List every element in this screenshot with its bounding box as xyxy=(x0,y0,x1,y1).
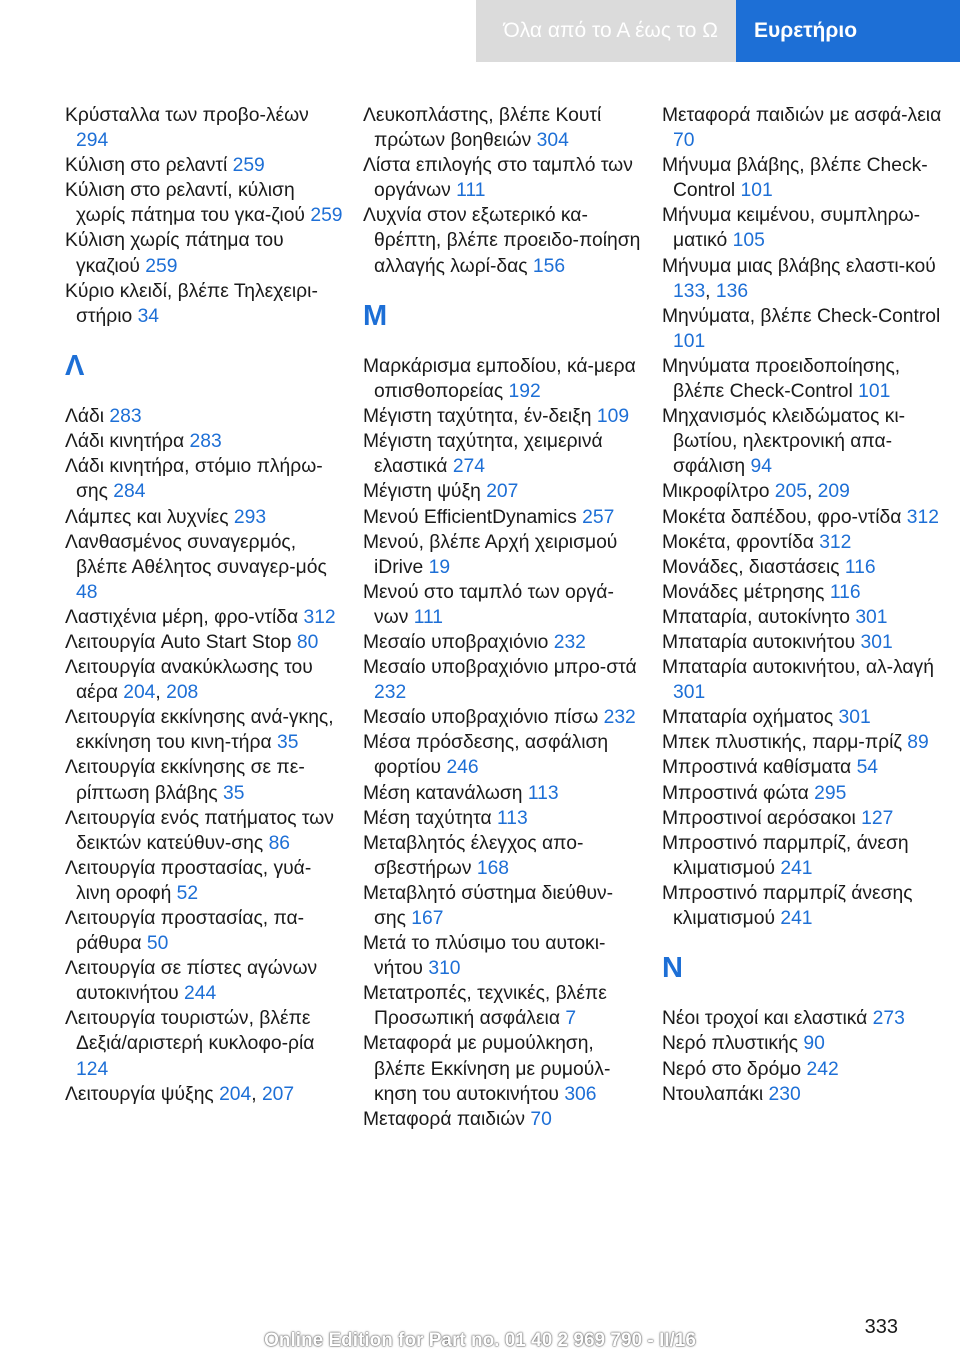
index-entry xyxy=(662,1031,952,1056)
index-entry xyxy=(662,505,952,530)
page-header xyxy=(0,0,960,62)
page-reference-link[interactable]: 301 xyxy=(673,682,706,704)
index-entry-text: Μετατροπές, τεχνικές, βλέπε Προσωπική ασφάλεια xyxy=(363,983,607,1030)
index-entry xyxy=(662,404,952,479)
index-entry-text: Μονάδες μέτρησης xyxy=(662,581,830,603)
index-entry xyxy=(363,831,643,881)
index-entry-text: Νέοι τροχοί και ελαστικά xyxy=(662,1008,873,1030)
index-entry xyxy=(662,705,952,730)
index-entry xyxy=(363,479,643,504)
index-column-2 xyxy=(363,103,643,1132)
index-entry-text: Λυχνία στον εξωτερικό κα‐θρέπτη, βλέπε προειδο‐ποίηση αλλαγής λωρί‐δας xyxy=(363,205,641,277)
page-reference-link[interactable]: 207 xyxy=(486,481,519,503)
letter-spacer xyxy=(363,329,643,354)
index-column-3 xyxy=(662,103,952,1107)
breadcrumb: Όλα από το Α έως το Ω xyxy=(476,0,736,62)
index-entry-text: Μπεκ πλυστικής, παρμ‐πρίζ xyxy=(662,732,908,754)
index-entry xyxy=(662,655,952,705)
index-entry xyxy=(662,1006,952,1031)
index-entry-text: Μοκέτα δαπέδου, φρο‐ντίδα xyxy=(662,506,907,528)
index-entry-text: Λάδι κινητήρα xyxy=(65,431,190,453)
index-entry-text: Μεσαίο υποβραχιόνιο πίσω xyxy=(363,707,604,729)
page-reference-link[interactable]: 48 xyxy=(76,581,98,603)
index-entry xyxy=(65,605,345,630)
page-reference-link[interactable]: 109 xyxy=(596,406,630,428)
page-reference-link[interactable]: 301 xyxy=(860,631,893,653)
index-entry-text: Μετά το πλύσιμο του αυτοκι‐νήτου xyxy=(363,933,606,980)
index-entry xyxy=(65,153,345,178)
index-entry xyxy=(65,454,345,504)
index-entry xyxy=(363,530,643,580)
index-entry-text: Μέγιστη ταχύτητα, έν‐δειξη xyxy=(363,406,597,428)
index-entry-text: Μήνυμα βλάβης, βλέπε Check-Control xyxy=(662,155,928,202)
letter-spacer xyxy=(662,931,952,956)
page-reference-link[interactable]: 70 xyxy=(673,130,695,152)
index-entry xyxy=(363,981,643,1031)
index-entry-text: Μπαταρία αυτοκινήτου xyxy=(662,631,861,653)
page-reference-link[interactable]: 295 xyxy=(814,782,847,804)
page-reference-link[interactable]: 192 xyxy=(508,381,541,403)
index-entry-text: Λειτουργία Auto Start Stop xyxy=(65,631,297,653)
index-entry-text: Μαρκάρισμα εμποδίου, κά‐μερα οπισθοπορείας xyxy=(363,355,636,403)
index-entry-text: Λευκοπλάστης, βλέπε Κουτί πρώτων βοηθειών xyxy=(363,105,602,152)
page-reference-link[interactable]: 113 xyxy=(496,807,528,829)
index-entry xyxy=(65,755,345,805)
index-entry-text: Μενού, βλέπε Αρχή χειρισμού iDrive xyxy=(363,531,618,578)
page-reference-link[interactable]: 259 xyxy=(232,155,265,177)
index-entry xyxy=(65,956,345,1006)
page-reference-link[interactable]: 136 xyxy=(715,280,749,302)
index-entry xyxy=(363,881,643,931)
index-entry-text: Μηχανισμός κλειδώματος κι‐βωτίου, ηλεκτρονική απα‐σφάλιση xyxy=(662,406,906,478)
page-reference-link[interactable]: 50 xyxy=(146,933,169,955)
index-entry xyxy=(662,354,952,404)
letter-spacer xyxy=(662,981,952,1006)
index-entry xyxy=(65,856,345,906)
page-reference-link[interactable]: 19 xyxy=(428,556,451,578)
page-reference-link[interactable]: 312 xyxy=(906,506,939,528)
index-entry-text: Λειτουργία ανακύκλωσης του αέρα xyxy=(65,657,313,704)
index-entry xyxy=(363,655,643,705)
index-entry-text: Μήνυμα κειμένου, συμπληρω‐ματικό xyxy=(662,205,921,252)
index-entry-text: Λειτουργία ενός πατήματος των δεικτών κατεύθυν‐σης xyxy=(65,807,334,854)
index-entry xyxy=(65,655,345,705)
index-entry-text: Λίστα επιλογής στο ταμπλό των οργάνων xyxy=(363,155,633,202)
index-entry xyxy=(662,755,952,780)
index-entry-text: Λάδι κινητήρα, στόμιο πλήρω‐σης xyxy=(65,456,323,503)
page-reference-link[interactable]: 242 xyxy=(806,1058,839,1080)
page-reference-link[interactable]: 208 xyxy=(166,682,199,704)
index-column-1 xyxy=(65,103,345,1107)
index-entry-text: Λάμπες και λυχνίες xyxy=(65,506,234,528)
index-entry xyxy=(65,228,345,278)
index-entry-text: Μενού EfficientDynamics xyxy=(363,506,583,528)
page-reference-link[interactable]: 257 xyxy=(582,506,615,528)
index-entry xyxy=(662,479,952,504)
page-reference-link[interactable]: 89 xyxy=(907,732,929,754)
page-reference-link[interactable]: 284 xyxy=(113,481,146,503)
page-reference-link[interactable]: 209 xyxy=(817,481,850,503)
page-ref-separator: , xyxy=(251,1083,262,1105)
index-entry xyxy=(363,354,643,404)
index-entry-text: Λειτουργία προστασίας, πα‐ράθυρα xyxy=(65,908,305,955)
page-reference-link[interactable]: 246 xyxy=(446,757,479,779)
index-entry-text: Μεσαίο υποβραχιόνιο xyxy=(363,631,554,653)
footer-edition: Online Edition for Part no. 01 40 2 969 790 - II/16 xyxy=(264,1330,696,1351)
index-letter-heading: Μ xyxy=(363,299,388,332)
index-entry-text: Μεσαίο υποβραχιόνιο μπρο‐στά xyxy=(363,657,637,679)
page-reference-link[interactable]: 312 xyxy=(819,531,852,553)
index-entry-text: Μπροστινά καθίσματα xyxy=(662,757,857,779)
page-reference-link[interactable]: 90 xyxy=(803,1033,825,1055)
section-tab: Ευρετήριο xyxy=(736,0,960,62)
index-entry xyxy=(662,730,952,755)
index-entry xyxy=(65,806,345,856)
index-entry-text: Μπροστινό παρμπρίζ, άνεση κλιματισμού xyxy=(662,832,909,879)
page-reference-link[interactable]: 111 xyxy=(413,606,444,628)
index-entry xyxy=(363,1107,643,1132)
page-reference-link[interactable]: 86 xyxy=(268,832,291,854)
page-ref-separator: , xyxy=(806,481,818,503)
index-entry xyxy=(662,806,952,831)
page-reference-link[interactable]: 204 xyxy=(219,1083,252,1105)
page-reference-link[interactable]: 301 xyxy=(838,707,871,729)
index-entry xyxy=(65,1006,345,1081)
index-entry-text: Μεταφορά παιδιών με ασφά‐λεια xyxy=(662,105,942,126)
index-entry xyxy=(662,203,952,253)
page-reference-link[interactable]: 274 xyxy=(452,456,485,478)
index-entry xyxy=(662,580,952,605)
index-entry xyxy=(662,530,952,555)
index-entry xyxy=(65,705,345,755)
page-reference-link[interactable]: 70 xyxy=(530,1108,552,1130)
page-reference-link[interactable]: 273 xyxy=(872,1008,905,1030)
page-reference-link[interactable]: 283 xyxy=(109,406,142,428)
index-entry xyxy=(65,1082,345,1107)
index-entry xyxy=(363,429,643,479)
index-entry-text: Μοκέτα, φροντίδα xyxy=(662,531,820,553)
index-entry xyxy=(65,404,345,429)
index-entry-text: Μπροστινό παρμπρίζ άνεσης κλιματισμού xyxy=(662,882,913,929)
index-entry-text: Μπροστινοί αερόσακοι xyxy=(662,807,862,829)
page-reference-link[interactable]: 133 xyxy=(673,280,706,302)
index-entry-text: Μηνύματα, βλέπε Check-Control xyxy=(662,305,941,327)
index-entry-text: Μεταφορά με ρυμούλκηση, βλέπε Εκκίνηση με ρυμούλ‐κηση του αυτοκινήτου xyxy=(363,1033,611,1105)
index-entry-text: Λειτουργία τουριστών, βλέπε Δεξιά/αριστερή κυκλοφο‐ρία xyxy=(65,1008,315,1055)
page-reference-link[interactable]: 241 xyxy=(780,857,813,879)
page-reference-link[interactable]: 116 xyxy=(844,556,876,578)
page-reference-link[interactable]: 35 xyxy=(222,782,245,804)
page-reference-link[interactable]: 294 xyxy=(76,130,109,152)
page-ref-separator: , xyxy=(155,682,167,704)
index-entry-text: Μέγιστη ταχύτητα, χειμερινά ελαστικά xyxy=(363,431,603,478)
index-entry xyxy=(363,1031,643,1106)
page-reference-link[interactable]: 301 xyxy=(855,606,888,628)
page-reference-link[interactable]: 241 xyxy=(780,908,813,929)
index-entry-text: Κύλιση χωρίς πάτημα του γκαζιού xyxy=(65,230,284,277)
index-entry xyxy=(363,781,643,806)
index-entry-text: Μονάδες, διαστάσεις xyxy=(662,556,845,578)
index-letter-heading: Λ xyxy=(65,349,85,382)
page-reference-link[interactable]: 101 xyxy=(673,330,706,352)
index-entry-text: Μενού στο ταμπλό των οργά‐νων xyxy=(363,581,614,628)
page-number: 333 xyxy=(864,1316,898,1338)
index-entry-text: Μήνυμα μιας βλάβης ελαστι‐κού xyxy=(662,255,936,277)
letter-spacer xyxy=(65,329,345,354)
index-letter-heading: Ν xyxy=(662,952,683,985)
index-entry-text: Μεταβλητό σύστημα διεύθυν‐σης xyxy=(363,882,614,929)
index-entry xyxy=(662,153,952,203)
index-entry xyxy=(363,730,643,780)
index-entry-text: Μπαταρία αυτοκινήτου, αλ‐λαγή xyxy=(662,657,934,679)
page-reference-link[interactable]: 207 xyxy=(261,1083,295,1105)
page-reference-link[interactable]: 168 xyxy=(476,857,510,879)
page-reference-link[interactable]: 259 xyxy=(145,255,178,277)
index-entry-text: Λειτουργία σε πίστες αγώνων αυτοκινήτου xyxy=(65,958,318,1005)
index-entry-text: Κύλιση στο ρελαντί xyxy=(65,155,233,177)
index-entry-text: Λειτουργία εκκίνησης ανά‐γκης, εκκίνηση του κινη‐τήρα xyxy=(65,707,334,754)
index-entry xyxy=(363,404,643,429)
page-reference-link[interactable]: 105 xyxy=(732,230,765,252)
index-entry-text: Λειτουργία ψύξης xyxy=(65,1083,220,1105)
index-entry xyxy=(363,505,643,530)
index-entry xyxy=(65,429,345,454)
index-entry xyxy=(662,881,952,931)
index-entry-text: Μέση κατανάλωση xyxy=(363,782,528,804)
index-entry xyxy=(363,630,643,655)
page-reference-link[interactable]: 304 xyxy=(536,130,569,152)
index-entry xyxy=(363,931,643,981)
letter-spacer xyxy=(363,279,643,304)
page-reference-link[interactable]: 35 xyxy=(277,732,299,754)
index-entry-text: Μέσα πρόσδεσης, ασφάλιση φορτίου xyxy=(363,732,609,779)
index-entry-text: Λαστιχένια μέρη, φρο‐ντίδα xyxy=(65,606,304,628)
page-reference-link[interactable]: 244 xyxy=(184,983,217,1005)
index-entry xyxy=(65,279,345,329)
index-entry-text: Νερό στο δρόμο xyxy=(662,1058,807,1080)
page-reference-link[interactable]: 101 xyxy=(740,180,773,202)
index-entry-text: Μεταβλητός έλεγχος απο‐σβεστήρων xyxy=(363,832,584,879)
index-entry-text: Μέση ταχύτητα xyxy=(363,807,497,829)
index-entry-text: Μηνύματα προειδοποίησης, βλέπε Check-Control xyxy=(662,355,901,403)
page-reference-link[interactable]: 293 xyxy=(233,506,267,528)
page-reference-link[interactable]: 230 xyxy=(768,1083,801,1105)
index-entry xyxy=(662,630,952,655)
index-entry-text: Λειτουργία εκκίνησης σε πε‐ρίπτωση βλάβης xyxy=(65,757,305,804)
page-reference-link[interactable]: 310 xyxy=(428,958,461,980)
page-reference-link[interactable]: 312 xyxy=(303,606,336,628)
index-entry-text: Μεταφορά παιδιών xyxy=(363,1108,531,1130)
page-reference-link[interactable]: 232 xyxy=(374,682,407,704)
index-entry-text: Μέγιστη ψύξη xyxy=(363,481,487,503)
index-entry-text: Λειτουργία προστασίας, γυά‐λινη οροφή xyxy=(65,857,312,904)
index-entry xyxy=(363,705,643,730)
page-reference-link[interactable]: 111 xyxy=(456,180,486,202)
page-reference-link[interactable]: 94 xyxy=(750,456,772,478)
page-reference-link[interactable]: 52 xyxy=(176,882,199,904)
index-entry-text: Λανθασμένος συναγερμός, βλέπε Αθέλητος συναγερ‐μός xyxy=(65,531,327,578)
index-entry-text: Μικροφίλτρο xyxy=(662,481,775,503)
page-reference-link[interactable]: 101 xyxy=(858,381,891,403)
index-entry xyxy=(662,831,952,881)
index-entry xyxy=(363,153,643,203)
page-reference-link[interactable]: 167 xyxy=(411,908,444,929)
page-reference-link[interactable]: 204 xyxy=(123,682,156,704)
index-entry-text: Μπαταρία οχήματος xyxy=(662,707,839,729)
page-reference-link[interactable]: 80 xyxy=(296,631,319,653)
index-entry xyxy=(65,178,345,228)
page-reference-link[interactable]: 34 xyxy=(137,305,160,327)
page-reference-link[interactable]: 232 xyxy=(553,631,586,653)
index-entry xyxy=(662,1057,952,1082)
page-reference-link[interactable]: 54 xyxy=(856,757,879,779)
page-ref-separator: , xyxy=(705,280,716,302)
index-entry xyxy=(65,630,345,655)
index-entry-text: Κύριο κλειδί, βλέπε Τηλεχειρι‐στήριο xyxy=(65,280,318,327)
index-entry xyxy=(662,304,952,354)
page-reference-link[interactable]: 232 xyxy=(603,707,636,729)
index-entry xyxy=(662,103,952,153)
index-entry-text: Κρύσταλλα των προβο‐λέων xyxy=(65,105,309,126)
index-entry xyxy=(662,254,952,304)
index-entry xyxy=(363,580,643,630)
page-reference-link[interactable]: 259 xyxy=(310,205,343,227)
page-reference-link[interactable]: 116 xyxy=(829,581,861,603)
index-entry xyxy=(65,906,345,956)
index-entry xyxy=(363,806,643,831)
index-entry xyxy=(65,530,345,605)
index-entry-text: Μπροστινά φώτα xyxy=(662,782,815,804)
page-reference-link[interactable]: 205 xyxy=(774,481,807,503)
page-reference-link[interactable]: 7 xyxy=(565,1008,577,1030)
index-entry-text: Μπαταρία, αυτοκίνητο xyxy=(662,606,856,628)
page-reference-link[interactable]: 124 xyxy=(76,1058,109,1080)
index-entry xyxy=(662,555,952,580)
index-entry xyxy=(662,605,952,630)
index-entry xyxy=(363,203,643,278)
index-entry xyxy=(363,103,643,153)
page-reference-link[interactable]: 113 xyxy=(527,782,559,804)
index-entry xyxy=(65,103,345,153)
page-reference-link[interactable]: 306 xyxy=(564,1083,597,1105)
page-reference-link[interactable]: 283 xyxy=(189,431,222,453)
index-entry-text: Κύλιση στο ρελαντί, κύλιση χωρίς πάτημα του γκα‐ζιού xyxy=(65,180,311,227)
index-entry xyxy=(662,1082,952,1107)
page-reference-link[interactable]: 127 xyxy=(861,807,894,829)
index-entry-text: Ντουλαπάκι xyxy=(662,1083,769,1105)
page-reference-link[interactable]: 156 xyxy=(532,255,566,277)
index-entry-text: Λάδι xyxy=(65,406,110,428)
index-entry xyxy=(662,781,952,806)
letter-spacer xyxy=(65,379,345,404)
index-entry xyxy=(65,505,345,530)
index-entry-text: Νερό πλυστικής xyxy=(662,1033,804,1055)
